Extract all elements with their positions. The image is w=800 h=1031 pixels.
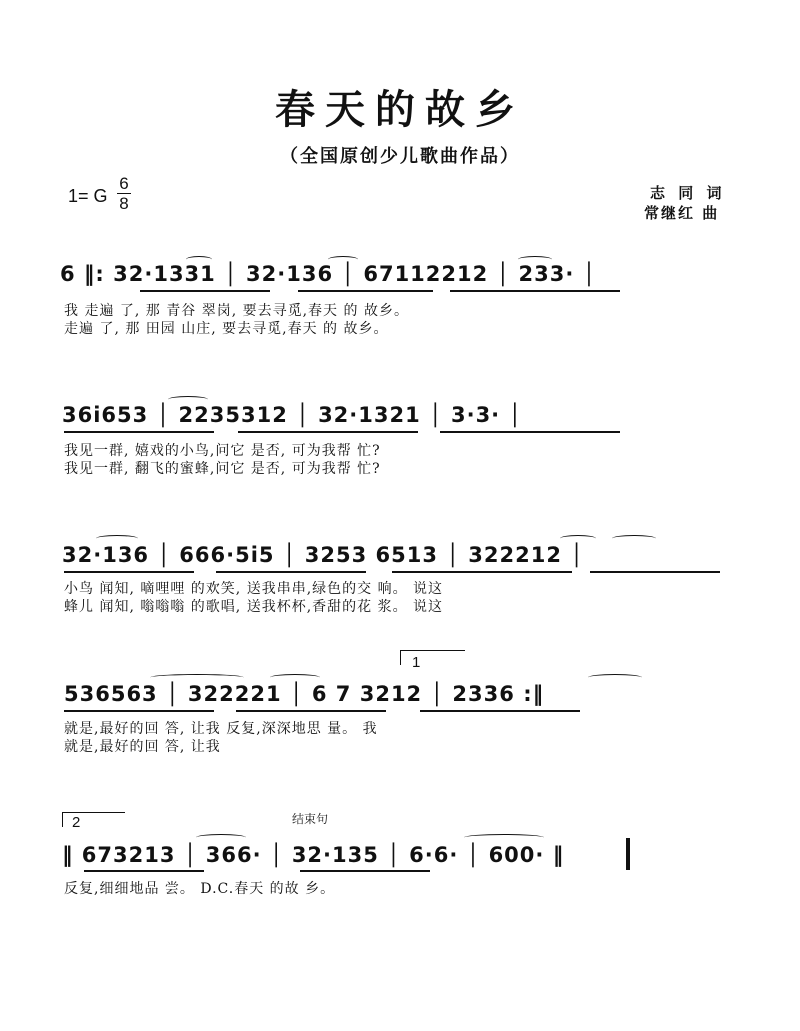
- beam-underline: [84, 870, 204, 872]
- beam-underline: [216, 571, 366, 573]
- volta-1-bracket: [400, 650, 465, 665]
- beam-underline: [64, 710, 214, 712]
- slur: [464, 834, 544, 841]
- coda-label: 结束句: [292, 812, 329, 826]
- song-subtitle: （全国原创少儿歌曲作品）: [280, 146, 520, 167]
- system-1-notes: 6 ‖: 32·1331 │ 32·136 │ 67112212 │ 233· │: [60, 262, 597, 286]
- slur: [612, 535, 656, 542]
- system-5-notes: ‖ 673213 │ 366· │ 32·135 │ 6·6· │ 600· ‖: [62, 843, 565, 867]
- beam-underline: [238, 431, 418, 433]
- lyricist-credit: 志 同 词: [650, 184, 726, 202]
- beam-underline: [420, 710, 580, 712]
- system-1-lyric-1: 我 走遍 了, 那 青谷 翠岗, 要去寻觅,春天 的 故乡。: [64, 303, 409, 319]
- slur: [186, 256, 212, 263]
- slur: [96, 535, 138, 542]
- slur: [588, 674, 642, 681]
- system-3-lyric-2: 蜂儿 闻知, 嗡嗡嗡 的歌唱, 送我杯杯,香甜的花 浆。 说这: [64, 599, 444, 615]
- beam-underline: [140, 290, 270, 292]
- beam-underline: [236, 710, 386, 712]
- beam-underline: [64, 571, 194, 573]
- system-4-notes: 536563 │ 322221 │ 6 7 3212 │ 2336 :‖: [64, 682, 545, 706]
- time-signature-bottom: 8: [119, 194, 129, 213]
- volta-2-label: 2: [72, 814, 81, 831]
- beam-underline: [450, 290, 620, 292]
- system-3-lyric-1: 小鸟 闻知, 嘀哩哩 的欢笑, 送我串串,绿色的交 响。 说这: [64, 581, 444, 597]
- slur: [518, 256, 552, 263]
- time-signature: [116, 174, 132, 213]
- beam-underline: [300, 870, 430, 872]
- system-5-lyric-1: 反复,细细地品 尝。 D.C.春天 的故 乡。: [64, 881, 336, 897]
- final-barline: [626, 838, 630, 870]
- system-2-notes: 36i653 │ 2235312 │ 32·1321 │ 3·3· │: [62, 403, 523, 427]
- system-1-lyric-2: 走遍 了, 那 田园 山庄, 要去寻觅,春天 的 故乡。: [64, 321, 389, 337]
- slur: [168, 396, 208, 403]
- composer-credit: 常继红 曲: [644, 204, 720, 222]
- system-4-lyric-2: 就是,最好的回 答, 让我: [64, 739, 221, 755]
- beam-underline: [298, 290, 433, 292]
- slur: [560, 535, 596, 542]
- beam-underline: [392, 571, 572, 573]
- volta-1-label: 1: [412, 654, 421, 671]
- system-3-notes: 32·136 │ 666·5i5 │ 3253 6513 │ 322212 │: [62, 543, 584, 567]
- slur: [150, 674, 244, 681]
- slur: [270, 674, 320, 681]
- system-2-lyric-1: 我见一群, 嬉戏的小鸟,问它 是否, 可为我帮 忙?: [64, 443, 381, 459]
- key-signature: 1= G: [68, 186, 108, 206]
- system-4-lyric-1: 就是,最好的回 答, 让我 反复,深深地思 量。 我: [64, 721, 378, 737]
- song-title: 春天的故乡: [275, 87, 525, 133]
- slur: [328, 256, 358, 263]
- beam-underline: [590, 571, 720, 573]
- beam-underline: [440, 431, 620, 433]
- slur: [196, 834, 246, 841]
- system-2-lyric-2: 我见一群, 翻飞的蜜蜂,问它 是否, 可为我帮 忙?: [64, 461, 381, 477]
- time-signature-top: 6: [119, 174, 129, 193]
- beam-underline: [64, 431, 214, 433]
